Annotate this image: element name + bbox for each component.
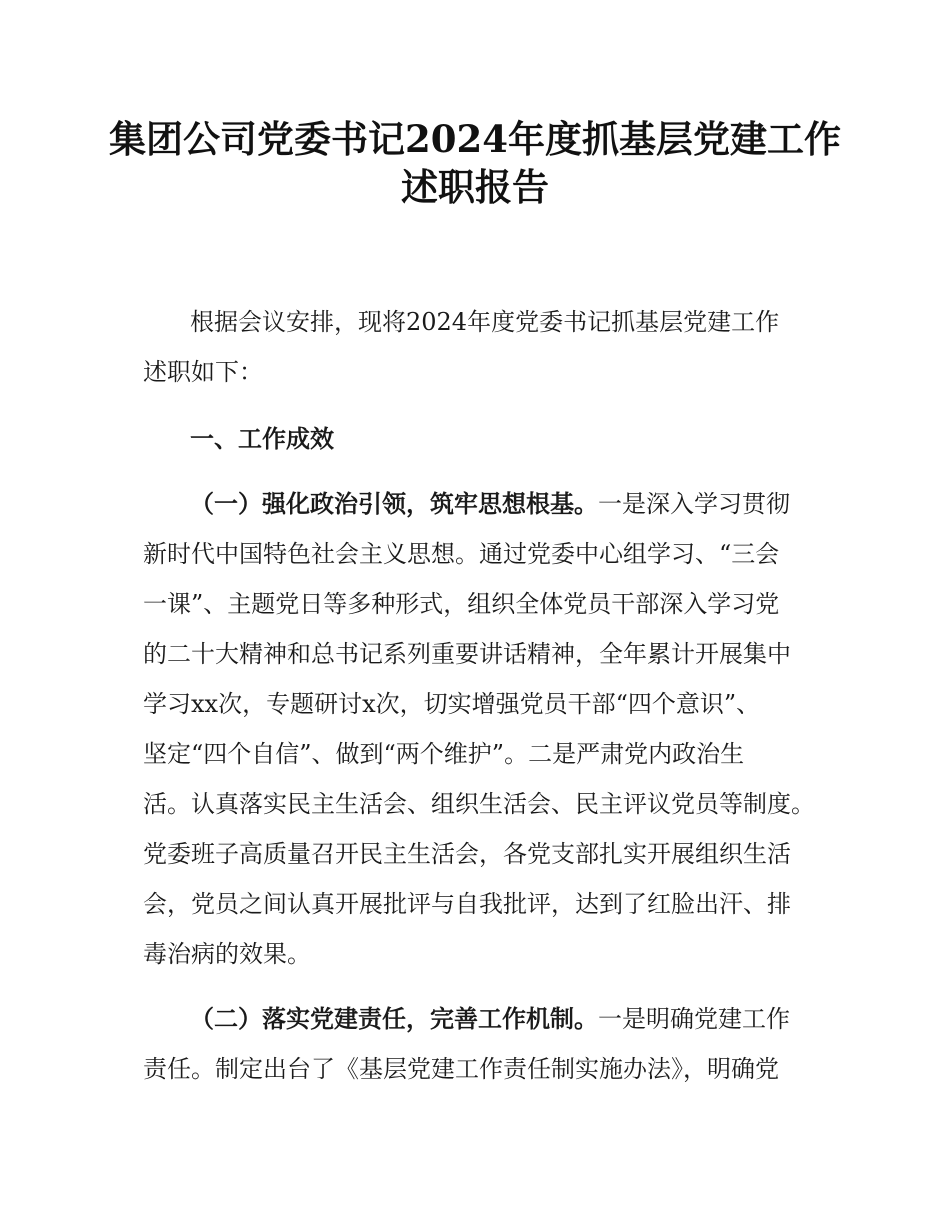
paragraph-line: 坚定“四个自信”、做到“两个维护”。二是严肃党内政治生 [143, 740, 745, 768]
document-title-line-2: 述职报告 [401, 165, 549, 209]
paragraph-line: 毒治病的效果。 [143, 940, 311, 968]
section-heading-1: 一、工作成效 [190, 425, 334, 453]
paragraph-line: 会，党员之间认真开展批评与自我批评，达到了红脸出汗、排 [143, 890, 791, 918]
paragraph-line: 新时代中国特色社会主义思想。通过党委中心组学习、“三会 [143, 540, 780, 568]
paragraph-line: 活。认真落实民主生活会、组织生活会、民主评议党员等制度。 [143, 790, 815, 818]
paragraph-line: 责任。制定出台了《基层党建工作责任制实施办法》，明确党 [143, 1055, 779, 1083]
paragraph-line: 党委班子高质量召开民主生活会，各党支部扎实开展组织生活 [143, 840, 791, 868]
subsection-1-heading: （一）强化政治引领，筑牢思想根基。 [190, 490, 598, 518]
document-title-line-1: 集团公司党委书记2024年度抓基层党建工作 [109, 117, 841, 161]
paragraph-line: 一课”、主题党日等多种形式，组织全体党员干部深入学习党 [143, 590, 780, 618]
subsection-1-first-line [190, 488, 790, 520]
paragraph-line: 学习xx次，专题研讨x次，切实增强党员干部“四个意识”、 [143, 690, 761, 718]
paragraph-line: 的二十大精神和总书记系列重要讲话精神，全年累计开展集中 [143, 640, 791, 668]
subsection-1-first-line-text: 一是深入学习贯彻 [598, 490, 790, 518]
subsection-2-heading: （二）落实党建责任，完善工作机制。 [190, 1005, 598, 1033]
intro-line-1: 根据会议安排，现将2024年度党委书记抓基层党建工作 [190, 308, 780, 336]
subsection-2-first-line-text: 一是明确党建工作 [598, 1005, 790, 1033]
intro-line-2: 述职如下： [143, 358, 263, 386]
subsection-2-first-line [190, 1003, 790, 1035]
